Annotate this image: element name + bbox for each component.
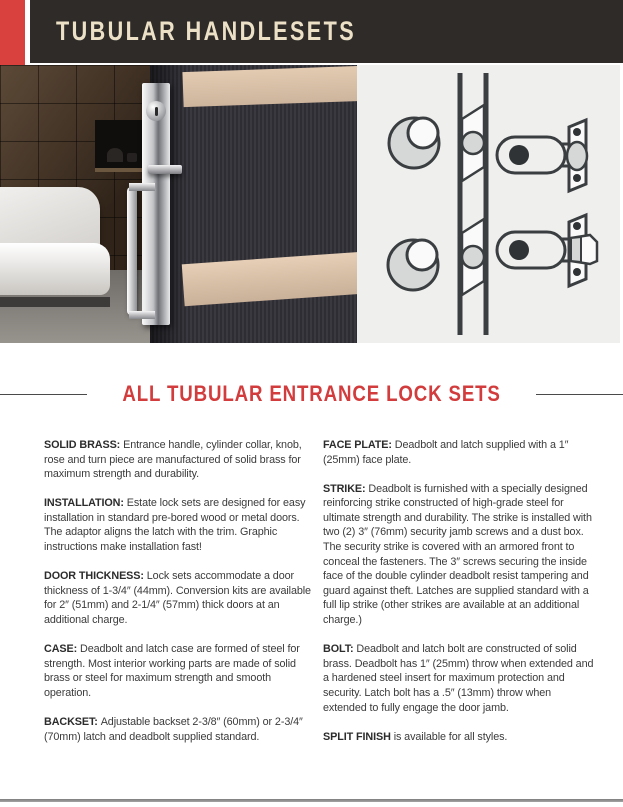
spec-paragraph [323, 642, 596, 715]
red-accent-tab [0, 0, 25, 65]
spec-paragraph [44, 642, 314, 700]
spec-text: Deadbolt and latch case are formed of steel for strength. Most interior working parts are made of solid brass or steel for maximum strength and smooth operation. [44, 643, 300, 699]
spec-paragraph [44, 496, 314, 554]
section-title-row [0, 378, 623, 410]
latch-body [497, 232, 565, 268]
spec-text: Deadbolt and latch supplied with a 1″ (25mm) face plate. [323, 439, 569, 466]
spec-paragraph [44, 715, 314, 744]
spec-text: Adjustable backset 2-3/8″ (60mm) or 2-3/4″ (70mm) latch and deadbolt supplied standard. [44, 715, 303, 743]
armchair-seat [0, 243, 110, 295]
lock-parts-diagram [357, 65, 620, 343]
spec-text: Deadbolt and latch bolt are constructed of solid brass. Deadbolt has 1″ (25mm) throw when extended and a hardened steel insert for maximum protection and security. Latch bolt has a .5″ (13mm) throw when extended to fully engage the door jamb. [323, 643, 594, 714]
bore-hole-top-inner [408, 118, 438, 148]
spec-column-left [44, 438, 314, 759]
door-stripe-top [182, 66, 357, 107]
deadbolt-bolt [567, 142, 587, 170]
spec-text: Deadbolt is furnished with a specially designed reinforcing strike constructed of high-grade steel for ultimate strength and durability. The strike is installed with two (2) 3″ (76mm) security jamb screws and a dust box. The security strike is covered with an armored front to conceal the fasteners. The 3″ screws securing the inside face of the double cylinder deadbolt resist tampering and guard against theft. Latches are supplied standard with a full lip strike (other strikes are available at an additional charge.) [323, 482, 592, 627]
lock-parts-diagram-svg [357, 65, 620, 343]
thumb-latch [148, 165, 182, 174]
spec-label: SPLIT FINISH [323, 730, 394, 743]
latch-cam [509, 240, 529, 260]
screw-hole [573, 174, 581, 182]
spec-text: is available for all styles. [393, 730, 508, 743]
spec-text: Entrance handle, cylinder collar, knob, rose and turn piece are manufactured of solid brass for maximum strength and durability. [44, 439, 302, 481]
handle-grip-mount-top [129, 183, 155, 191]
page-header [30, 0, 623, 63]
spec-label: DOOR THICKNESS: [44, 570, 147, 583]
handle-grip [127, 187, 137, 315]
hero-band [0, 65, 623, 343]
entrance-handleset-photo [0, 65, 357, 343]
screw-hole [573, 268, 581, 276]
spec-column-right [323, 438, 596, 759]
spec-label: BACKSET: [44, 715, 101, 728]
spec-paragraph [323, 730, 596, 745]
bore-hole-bottom-inner [407, 240, 437, 270]
spec-paragraph [44, 569, 314, 627]
section-title: ALL TUBULAR ENTRANCE LOCK SETS [122, 381, 501, 406]
spec-paragraph [44, 438, 314, 482]
edge-hole-bottom [462, 246, 484, 268]
spec-paragraph [323, 482, 596, 628]
spec-label: BOLT: [323, 643, 357, 656]
screw-hole [573, 128, 581, 136]
edge-hole-top [462, 132, 484, 154]
rule-right [536, 394, 623, 395]
spec-text: Estate lock sets are designed for easy installation in standard pre-bored wood or metal doors. The adaptor aligns the latch with the trim. Graphic instructions make installation fast! [44, 497, 306, 554]
deadbolt-body [497, 137, 565, 173]
spec-label: INSTALLATION: [44, 497, 127, 510]
rule-left [0, 394, 87, 395]
keyhole [155, 107, 158, 116]
page-title: TUBULAR HANDLESETS [56, 16, 356, 46]
niche-decor [127, 153, 137, 162]
deadbolt-cam [509, 145, 529, 165]
spec-label: CASE: [44, 643, 80, 656]
footer-rule [0, 799, 623, 802]
screw-hole [573, 222, 581, 230]
spec-label: SOLID BRASS: [44, 439, 124, 451]
niche-decor [107, 148, 123, 162]
spec-paragraph [323, 438, 596, 467]
coffee-table [0, 297, 110, 307]
spec-text: Lock sets accommodate a door thickness of 1-3/4″ (44mm). Conversion kits are available for 2″ (51mm) and 2-1/4″ (57mm) thick doors at an additional charge. [44, 570, 311, 626]
spec-label: STRIKE: [323, 482, 369, 495]
spec-label: FACE PLATE: [323, 439, 395, 451]
latch-bolt-shade [571, 237, 581, 262]
handle-grip-mount-bottom [129, 311, 155, 319]
